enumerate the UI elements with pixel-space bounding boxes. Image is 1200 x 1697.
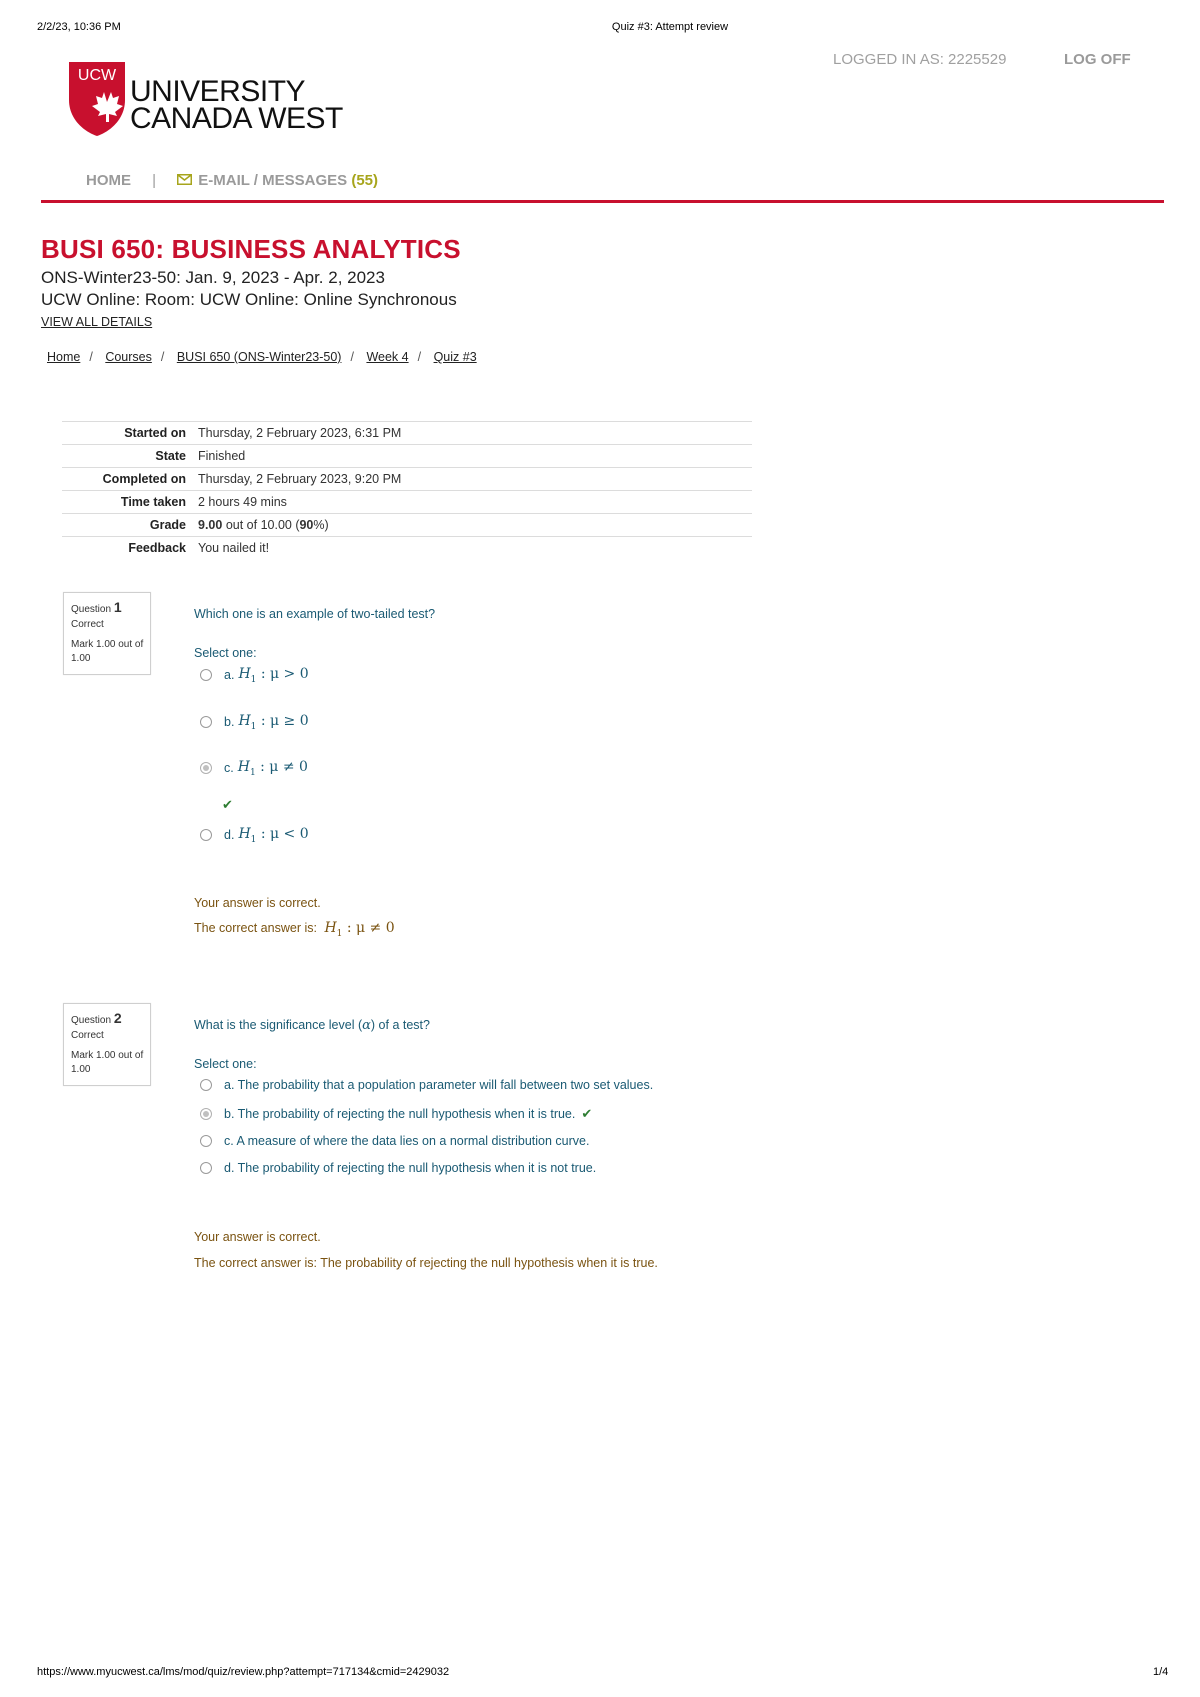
nav-email-link[interactable] bbox=[177, 171, 378, 189]
correct-check-icon: ✔ bbox=[222, 797, 233, 812]
completed-value: Thursday, 2 February 2023, 9:20 PM bbox=[198, 472, 402, 486]
correct-answer: The correct answer is: The probability of rejecting the null hypothesis when it is true. bbox=[194, 1256, 658, 1270]
ucw-logo[interactable] bbox=[69, 62, 369, 136]
answer-option-d[interactable]: d. The probability of rejecting the null hypothesis when it is not true. bbox=[200, 1161, 596, 1175]
course-title: BUSI 650: BUSINESS ANALYTICS bbox=[41, 234, 461, 264]
question-mark: Mark 1.00 out of 1.00 bbox=[71, 639, 144, 664]
completed-label: Completed on bbox=[102, 472, 186, 486]
math-expression: $H_1$ : μ < 0 bbox=[238, 826, 309, 845]
question-state: Correct bbox=[71, 619, 104, 630]
print-url: https://www.myucwest.ca/lms/mod/quiz/review.php?attempt=717134&cmid=2429032 bbox=[37, 1666, 450, 1678]
grade-value: 9.00 out of 10.00 (90%) bbox=[198, 518, 329, 532]
radio-button-selected[interactable] bbox=[200, 1108, 212, 1120]
radio-button[interactable] bbox=[200, 669, 212, 681]
breadcrumb-courses[interactable]: Courses bbox=[105, 350, 152, 364]
header-divider bbox=[41, 200, 1164, 203]
answer-feedback: Your answer is correct. bbox=[194, 1230, 321, 1244]
print-page-number: 1/4 bbox=[1153, 1666, 1169, 1678]
table-row bbox=[62, 514, 752, 537]
view-all-details-link[interactable]: VIEW ALL DETAILS bbox=[41, 315, 153, 329]
nav-separator: | bbox=[152, 171, 157, 189]
radio-button[interactable] bbox=[200, 1079, 212, 1091]
breadcrumb-course[interactable]: BUSI 650 (ONS-Winter23-50) bbox=[176, 350, 342, 364]
math-expression: $H_1$ : μ ≠ 0 bbox=[324, 920, 395, 939]
feedback-value: You nailed it! bbox=[198, 541, 270, 555]
breadcrumb-week[interactable]: Week 4 bbox=[366, 350, 409, 364]
question-mark: Mark 1.00 out of 1.00 bbox=[71, 1050, 144, 1075]
print-date: 2/2/23, 10:36 PM bbox=[37, 21, 121, 33]
message-count-badge: (55) bbox=[351, 171, 379, 189]
answer-option-a[interactable]: a. The probability that a population parameter will fall between two set values. bbox=[200, 1078, 653, 1092]
select-one-label: Select one: bbox=[194, 646, 257, 660]
envelope-icon bbox=[177, 174, 192, 185]
correct-check-icon: ✔ bbox=[581, 1106, 593, 1121]
attempt-summary-table bbox=[62, 421, 752, 559]
nav-email-label: E-MAIL / MESSAGES bbox=[198, 171, 348, 189]
question-number: 1 bbox=[113, 599, 122, 615]
time-taken-label: Time taken bbox=[120, 495, 186, 509]
answer-feedback: Your answer is correct. bbox=[194, 896, 321, 910]
math-expression: $H_1$ : μ > 0 bbox=[238, 666, 309, 685]
maple-leaf-shield-icon bbox=[69, 62, 129, 136]
question-state: Correct bbox=[71, 1030, 104, 1041]
answer-option-b[interactable]: b. $H_1$ : μ ≥ 0 bbox=[200, 713, 309, 732]
question-number: 2 bbox=[113, 1010, 122, 1026]
question-info-box: Question 1 Correct Mark 1.00 out of 1.00 bbox=[63, 592, 151, 675]
radio-button[interactable] bbox=[200, 716, 212, 728]
select-one-label: Select one: bbox=[194, 1057, 257, 1071]
log-off-link[interactable]: LOG OFF bbox=[1064, 51, 1131, 68]
top-nav bbox=[86, 171, 378, 189]
course-term: ONS-Winter23-50: Jan. 9, 2023 - Apr. 2, 2023 bbox=[41, 268, 385, 287]
logo-line-university: UNIVERSITY bbox=[130, 75, 306, 108]
answer-option-b[interactable]: b. The probability of rejecting the null hypothesis when it is true. ✔ bbox=[200, 1106, 592, 1122]
logged-in-as: LOGGED IN AS: 2225529 bbox=[833, 51, 1007, 68]
breadcrumb-home[interactable]: Home bbox=[47, 350, 81, 364]
question-text: Which one is an example of two-tailed test? bbox=[194, 607, 436, 621]
table-row bbox=[62, 537, 752, 560]
math-expression: $H_1$ : μ ≥ 0 bbox=[238, 713, 309, 732]
logo-badge: UCW bbox=[77, 67, 117, 84]
answer-option-d[interactable]: d. $H_1$ : μ < 0 bbox=[200, 826, 309, 845]
state-value: Finished bbox=[198, 449, 246, 463]
radio-button-selected[interactable] bbox=[200, 762, 212, 774]
radio-button[interactable] bbox=[200, 1162, 212, 1174]
table-row bbox=[62, 422, 752, 445]
nav-home-link[interactable]: HOME bbox=[86, 171, 131, 189]
breadcrumb: Home / Courses / BUSI 650 (ONS-Winter23-50) / Week 4 / Quiz #3 bbox=[47, 350, 477, 364]
answer-option-c[interactable]: c. $H_1$ : μ ≠ 0 bbox=[200, 759, 308, 778]
logo-line-canada-west: CANADA WEST bbox=[130, 102, 343, 135]
question-info-box: Question 2 Correct Mark 1.00 out of 1.00 bbox=[63, 1003, 151, 1086]
time-taken-value: 2 hours 49 mins bbox=[198, 495, 287, 509]
started-label: Started on bbox=[124, 426, 186, 440]
table-row bbox=[62, 468, 752, 491]
math-expression: $H_1$ : μ ≠ 0 bbox=[237, 759, 308, 778]
table-row bbox=[62, 445, 752, 468]
radio-button[interactable] bbox=[200, 829, 212, 841]
grade-label: Grade bbox=[149, 518, 186, 532]
feedback-label: Feedback bbox=[128, 541, 186, 555]
breadcrumb-quiz[interactable]: Quiz #3 bbox=[433, 350, 477, 364]
question-text: What is the significance level (α) of a test? bbox=[194, 1018, 430, 1033]
table-row bbox=[62, 491, 752, 514]
correct-answer: The correct answer is: $H_1$ : μ ≠ 0 bbox=[194, 920, 395, 939]
state-label: State bbox=[155, 449, 186, 463]
started-value: Thursday, 2 February 2023, 6:31 PM bbox=[198, 426, 402, 440]
answer-option-a[interactable]: a. $H_1$ : μ > 0 bbox=[200, 666, 309, 685]
radio-button[interactable] bbox=[200, 1135, 212, 1147]
print-title: Quiz #3: Attempt review bbox=[611, 21, 729, 33]
answer-option-c[interactable]: c. A measure of where the data lies on a normal distribution curve. bbox=[200, 1134, 589, 1148]
course-room: UCW Online: Room: UCW Online: Online Synchronous bbox=[41, 290, 457, 309]
